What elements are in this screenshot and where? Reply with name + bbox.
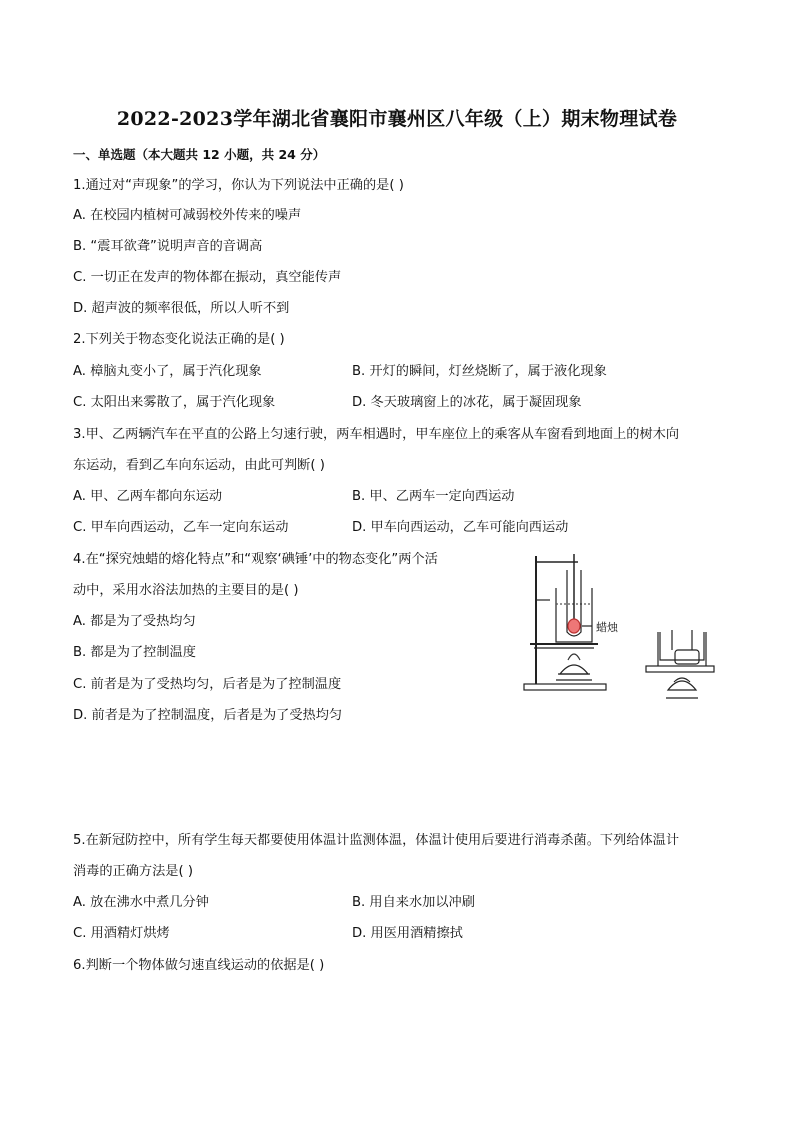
q4-stem-line1: 4.在“探究烛蜡的熔化特点”和“观察‘碘锤’中的物态变化”两个活: [73, 552, 438, 567]
stand-base-left: [524, 684, 606, 690]
q1-option-d: D. 超声波的频率很低，所以人听不到: [73, 301, 290, 316]
q2-option-d: D. 冬天玻璃窗上的冰花，属于凝固现象: [352, 395, 582, 410]
q3-option-d: D. 甲车向西运动，乙车可能向西运动: [352, 520, 569, 535]
section-heading: 一、单选题（本大题共 12 小题，共 24 分）: [73, 147, 326, 162]
q3-option-b: B. 甲、乙两车一定向西运动: [352, 489, 515, 504]
beaker-right: [660, 632, 704, 660]
q1-option-b: B. “震耳欲聋”说明声音的音调高: [73, 239, 263, 254]
wax: [568, 619, 580, 633]
stand-base-right: [646, 666, 714, 672]
q3-stem-line2: 东运动，看到乙车向东运动，由此可判断( ): [73, 458, 325, 473]
page-title: 2022-2023学年湖北省襄阳市襄州区八年级（上）期末物理试卷: [116, 108, 678, 130]
q5-option-a: A. 放在沸水中煮几分钟: [73, 895, 209, 910]
wax-label: 蜡烛: [596, 621, 618, 634]
q1-stem: 1.通过对“声现象”的学习，你认为下列说法中正确的是( ): [73, 178, 404, 193]
q2-stem: 2.下列关于物态变化说法正确的是( ): [73, 332, 285, 347]
q5-stem-line1: 5.在新冠防控中，所有学生每天都要使用体温计监测体温，体温计使用后要进行消毒杀菌。下列给体温计: [73, 833, 680, 848]
q5-option-c: C. 用酒精灯烘烤: [73, 926, 170, 941]
q5-option-d: D. 用医用酒精擦拭: [352, 926, 463, 941]
q3-option-c: C. 甲车向西运动，乙车一定向东运动: [73, 520, 289, 535]
q1-option-c: C. 一切正在发声的物体都在振动，真空能传声: [73, 270, 342, 285]
q3-stem-line1: 3.甲、乙两辆汽车在平直的公路上匀速行驶，两车相遇时，甲车座位上的乘客从车窗看到地面上的树木向: [73, 427, 680, 442]
water-bath-apparatus-diagram: [520, 548, 720, 708]
alcohol-lamp: [560, 665, 588, 674]
q2-option-c: C. 太阳出来雾散了，属于汽化现象: [73, 395, 276, 410]
q4-option-c: C. 前者是为了受热均匀，后者是为了控制温度: [73, 677, 342, 692]
q4-stem-line2: 动中，采用水浴法加热的主要目的是( ): [73, 583, 299, 598]
q5-option-b: B. 用自来水加以冲刷: [352, 895, 475, 910]
q4-option-b: B. 都是为了控制温度: [73, 645, 196, 660]
iodine-hammer: [675, 650, 699, 664]
q3-option-a: A. 甲、乙两车都向东运动: [73, 489, 223, 504]
q4-option-d: D. 前者是为了控制温度，后者是为了受热均匀: [73, 708, 343, 723]
q2-option-a: A. 樟脑丸变小了，属于汽化现象: [73, 364, 262, 379]
q4-option-a: A. 都是为了受热均匀: [73, 614, 196, 629]
q2-option-b: B. 开灯的瞬间，灯丝烧断了，属于液化现象: [352, 364, 607, 379]
alcohol-lamp-right: [668, 681, 696, 690]
q5-stem-line2: 消毒的正确方法是( ): [73, 864, 193, 879]
q6-stem: 6.判断一个物体做匀速直线运动的依据是( ): [73, 958, 325, 973]
q1-option-a: A. 在校园内植树可减弱校外传来的噪声: [73, 208, 302, 223]
